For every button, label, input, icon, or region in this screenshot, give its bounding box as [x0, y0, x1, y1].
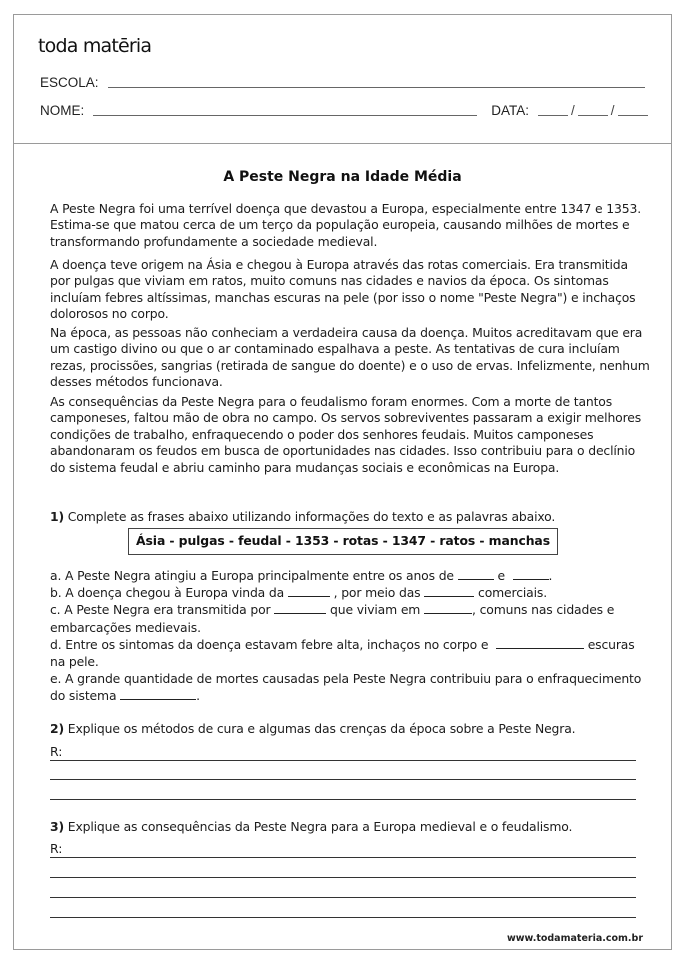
blank-d1[interactable]	[496, 637, 584, 649]
answer-line-q3-4[interactable]	[50, 917, 636, 918]
month-input-line[interactable]	[578, 115, 608, 116]
item-b: b. A doença chegou à Europa vinda da , por meio das comerciais.	[50, 585, 547, 601]
year-input-line[interactable]	[618, 115, 648, 116]
blank-c2[interactable]	[424, 602, 472, 614]
paragraph-intro: A Peste Negra foi uma terrível doença que devastou a Europa, especialmente entre 1347 e 1353. Estima-se que matou cerca de um terço da população europeia, causando milhões de mortes e transformando profundamente a sociedade medieval.	[50, 201, 642, 249]
blank-e1[interactable]	[120, 688, 196, 700]
blank-a1[interactable]	[458, 568, 494, 580]
item-e: e. A grande quantidade de mortes causadas pela Peste Negra contribuiu para o enfraquecimento do sistema .	[50, 671, 642, 704]
date-separator: /	[571, 103, 575, 118]
data-label: DATA:	[491, 103, 530, 118]
paragraph-consequences: As consequências da Peste Negra para o feudalismo foram enormes. Com a morte de tantos camponeses, faltou mão de obra no campo. Os servos sobreviventes passaram a exigir melhores condições de trabalho, enfraquecendo o poder dos senhores feudais. Muitos camponeses abandonaram os feudos em busca de oportunidades nas cidades. Isso contribuiu para o declínio do sistema feudal e abriu caminho para mudanças sociais e econômicas na Europa.	[50, 394, 642, 475]
answer-line-q2-2[interactable]	[50, 779, 636, 780]
brand-logo: toda matēria	[38, 35, 152, 57]
item-a: a. A Peste Negra atingiu a Europa principalmente entre os anos de e .	[50, 568, 553, 583]
question-number: 2)	[50, 721, 64, 736]
question-number: 1)	[50, 509, 64, 524]
answer-label: R:	[50, 841, 63, 856]
blank-a2[interactable]	[513, 568, 549, 580]
answer-line-q3-1[interactable]	[50, 857, 636, 858]
day-input-line[interactable]	[538, 115, 568, 116]
paragraph-origin: A doença teve origem na Ásia e chegou à Europa através das rotas comerciais. Era transmitida por pulgas que viviam em ratos, muito comuns nas cidades e navios da época. Os sintomas incluíam febres altíssimas, manchas escuras na pele (por isso o nome "Peste Negra") e inchaços dolorosos no corpo.	[50, 257, 636, 322]
item-d: d. Entre os sintomas da doença estavam febre alta, inchaços no corpo e escuras na pele.	[50, 636, 635, 670]
blank-b1[interactable]	[288, 585, 330, 597]
item-c: c. A Peste Negra era transmitida por que viviam em , comuns nas cidades e embarcações medievais.	[50, 602, 615, 635]
date-separator: /	[610, 103, 615, 118]
answer-line-q3-2[interactable]	[50, 877, 636, 878]
worksheet-header	[14, 15, 671, 144]
escola-label: ESCOLA:	[40, 75, 99, 90]
question-1	[50, 509, 650, 525]
question-3	[50, 819, 650, 835]
nome-input-line[interactable]	[93, 115, 477, 116]
answer-line-q3-3[interactable]	[50, 897, 636, 898]
answer-line-q2-3[interactable]	[50, 799, 636, 800]
word-bank: Ásia - pulgas - feudal - 1353 - rotas - 1347 - ratos - manchas	[128, 528, 558, 555]
escola-field	[40, 75, 645, 91]
worksheet-page	[13, 14, 672, 950]
page-title: A Peste Negra na Idade Média	[223, 169, 462, 185]
question-text: Explique as consequências da Peste Negra para a Europa medieval e o feudalismo.	[63, 819, 573, 834]
escola-input-line[interactable]	[108, 87, 645, 88]
fill-in-items	[50, 567, 650, 705]
paragraph-beliefs: Na época, as pessoas não conheciam a verdadeira causa da doença. Muitos acreditavam que era um castigo divino ou que o ar contaminado espalhava a peste. As tentativas de cura incluíam rezas, procissões, sangrias (retirada de sangue do doente) e o uso de ervas. Infelizmente, nenhum desses métodos funcionava.	[50, 325, 650, 390]
nome-label: NOME:	[40, 103, 85, 118]
blank-c1[interactable]	[274, 602, 326, 614]
data-field	[491, 103, 647, 119]
nome-field	[40, 103, 645, 119]
question-text: Complete as frases abaixo utilizando informações do texto e as palavras abaixo.	[63, 509, 556, 524]
website-footer: www.todamateria.com.br	[506, 933, 643, 944]
blank-b2[interactable]	[424, 585, 474, 597]
question-number: 3)	[50, 819, 64, 834]
answer-line-q2-1[interactable]	[50, 760, 636, 761]
question-text: Explique os métodos de cura e algumas das crenças da época sobre a Peste Negra.	[63, 721, 576, 736]
question-2	[50, 721, 650, 737]
answer-label: R:	[50, 744, 63, 759]
